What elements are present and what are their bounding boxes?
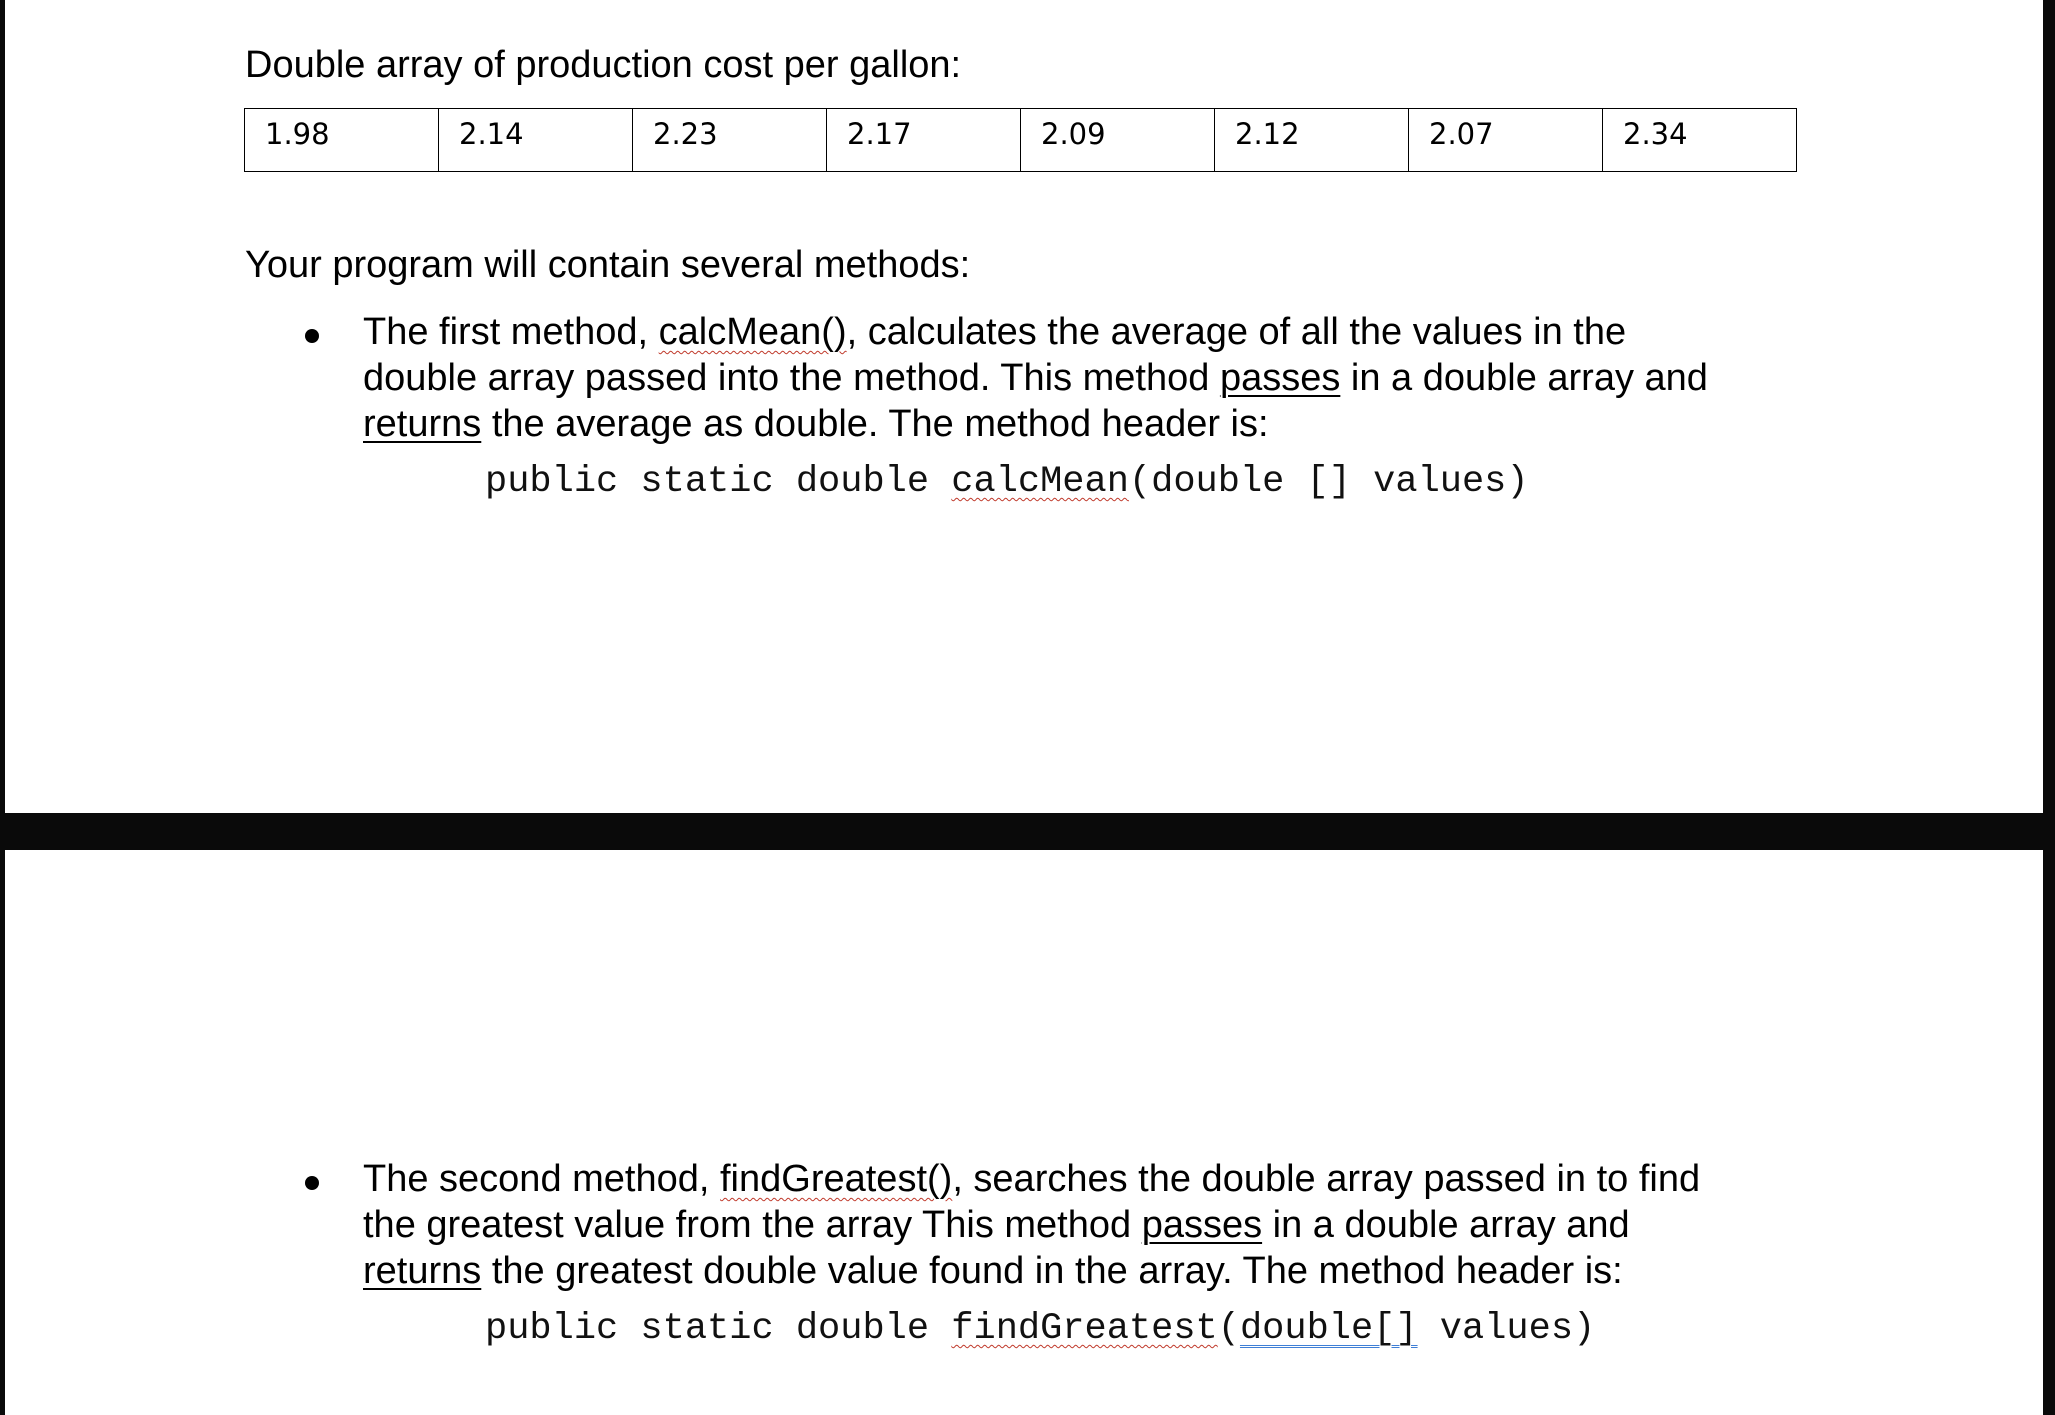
underlined-returns: returns (363, 403, 482, 445)
method-description (363, 309, 1813, 447)
code-method-name: findGreatest (951, 1308, 1218, 1350)
table-cell: 2.17 (827, 109, 1021, 172)
underlined-passes: passes (1219, 357, 1341, 399)
table-cell: 2.12 (1215, 109, 1409, 172)
table-cell: 2.14 (439, 109, 633, 172)
table-title: Double array of production cost per gallon: (245, 44, 962, 86)
methods-intro: Your program will contain several methods: (245, 244, 971, 286)
document-page-1 (5, 0, 2043, 813)
method-name: calcMean() (658, 311, 847, 353)
table-cell: 2.09 (1021, 109, 1215, 172)
document-page-2 (5, 850, 2043, 1415)
underlined-passes: passes (1141, 1204, 1263, 1246)
bullet-icon (305, 329, 319, 343)
table-cell: 1.98 (245, 109, 439, 172)
method-name: findGreatest() (720, 1158, 953, 1200)
method-header-code: public static double calcMean(double [] values) (485, 461, 1529, 503)
code-method-name: calcMean (951, 461, 1129, 503)
cost-per-gallon-table (244, 108, 1797, 172)
table-cell: 2.34 (1603, 109, 1797, 172)
table-cell: 2.23 (633, 109, 827, 172)
method-description (363, 1156, 1813, 1294)
table-row (245, 109, 1797, 172)
description-line: The first method, calcMean(), calculates the average of all the values in the (363, 311, 1627, 353)
description-line: The second method, findGreatest(), searches the double array passed in to find (363, 1158, 1701, 1200)
table-cell: 2.07 (1409, 109, 1603, 172)
description-line: double array passed into the method. This method passes in a double array and (363, 357, 1708, 399)
description-line: returns the greatest double value found in the array. The method header is: (363, 1250, 1623, 1292)
code-param-type: double[] (1239, 1308, 1418, 1350)
description-line: the greatest value from the array This method passes in a double array and (363, 1204, 1630, 1246)
method-header-code: public static double findGreatest(double[] values) (485, 1308, 1596, 1350)
underlined-returns: returns (363, 1250, 482, 1292)
bullet-icon (305, 1176, 319, 1190)
description-line: returns the average as double. The method header is: (363, 403, 1269, 445)
